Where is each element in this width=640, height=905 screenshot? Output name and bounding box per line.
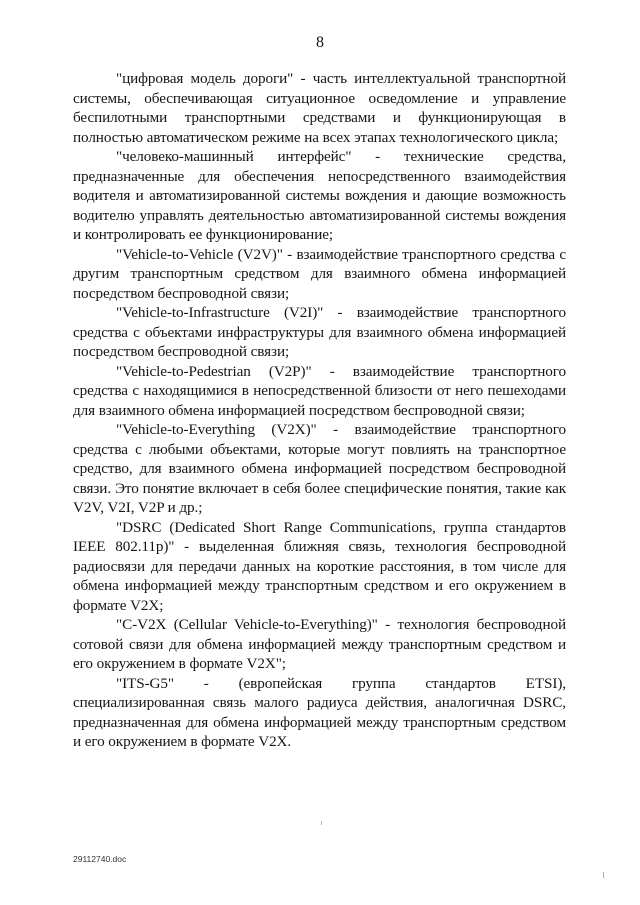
paragraph-dsrc: "DSRC (Dedicated Short Range Communications, группа стандартов IEEE 802.11p)" - выделенная ближняя связь, технология беспроводной радиосвязи для передачи данных на короткие расстояния, в том числе для обмена информацией между транспортным средством и его окружением в формате V2X; — [73, 518, 566, 614]
paragraph-v2p: "Vehicle-to-Pedestrian (V2P)" - взаимодействие транспортного средства с находящимися в непосредственной близости от него пешеходами для взаимного обмена информацией посредством беспроводной связи; — [73, 362, 566, 419]
paragraph-digital-road-model: "цифровая модель дороги" - часть интеллектуальной транспортной системы, обеспечивающая ситуационное осведомление и управление беспилотными транспортными средствами и функционирующая в полностью автоматическом режиме на всех этапах технологического цикла; — [73, 70, 566, 146]
paragraph-human-machine-interface: "человеко-машинный интерфейс" - технические средства, предназначенные для обеспечения непосредственного взаимодействия водителя и автоматизированной системы вождения и дающие возможность водителю управлять деятельностью автоматизированной системы вождения и контролировать ее функционирование; — [73, 148, 566, 243]
paragraph-c-v2x: "C-V2X (Cellular Vehicle-to-Everything)" - технология беспроводной сотовой связи для обмена информацией между транспортным средством и его окружением в формате V2X"; — [73, 616, 566, 672]
page-number: 8 — [316, 34, 324, 51]
paragraph-v2x: "Vehicle-to-Everything (V2X)" - взаимодействие транспортного средства с любыми объектами, которые могут повлиять на транспортное средство, для взаимного обмена информацией посредством беспроводной связи. Это понятие включает в себя более специфические понятия, такие как V2V, V2I, V2P и др.; — [73, 421, 566, 516]
scan-artifact-mark — [603, 872, 604, 878]
paragraph-its-g5: "ITS-G5" - (европейская группа стандартов ETSI), специализированная связь малого радиуса действия, аналогичная DSRC, предназначенная для обмена информацией между транспортным средством и его окружением в формате V2X. — [73, 674, 566, 750]
footer-filename: 29112740.doc — [73, 854, 127, 864]
paragraph-v2i: "Vehicle-to-Infrastructure (V2I)" - взаимодействие транспортного средства с объектами инфраструктуры для взаимного обмена информацией посредством беспроводной связи; — [73, 304, 566, 360]
document-body — [73, 69, 566, 752]
scan-artifact-mark — [321, 821, 322, 825]
paragraph-v2v: "Vehicle-to-Vehicle (V2V)" - взаимодействие транспортного средства с другим транспортным средством для взаимного обмена информацией посредством беспроводной связи; — [73, 245, 566, 302]
